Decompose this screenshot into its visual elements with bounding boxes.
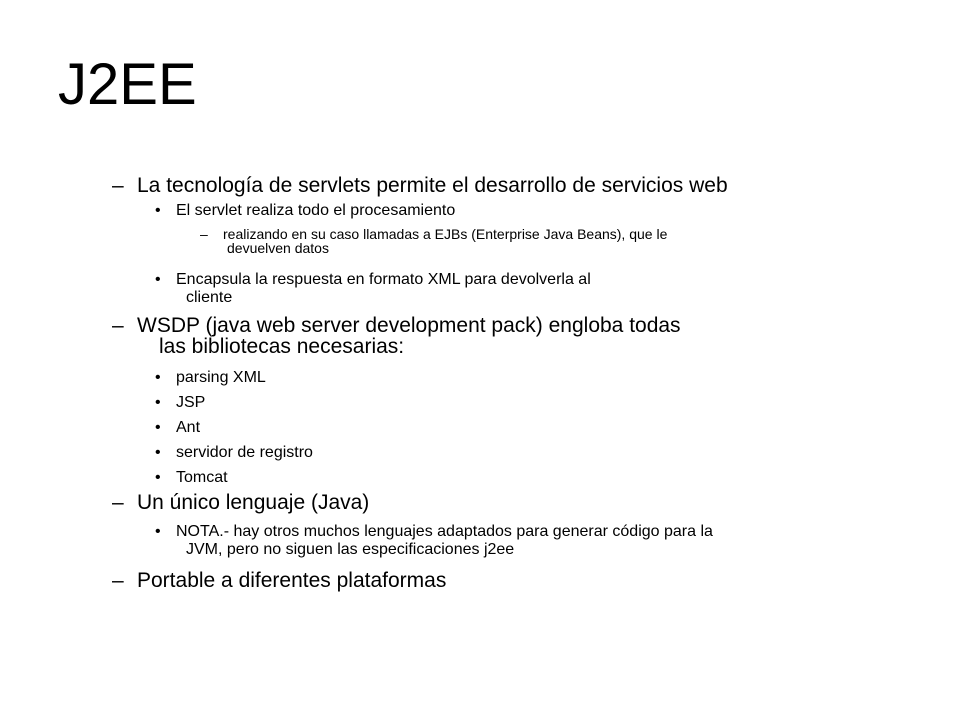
bullet-servlets-web-services xyxy=(112,174,728,197)
bullet-text: Encapsula la respuesta en formato XML para devolverla al xyxy=(176,271,591,288)
bullet-dot-marker: • xyxy=(155,202,161,219)
bullet-text: WSDP (java web server development pack) engloba todas xyxy=(137,314,681,337)
bullet-text: JSP xyxy=(176,394,206,411)
bullet-text: servidor de registro xyxy=(176,444,313,461)
bullet-text: parsing XML xyxy=(176,369,266,386)
bullet-text-continuation: devuelven datos xyxy=(227,240,329,256)
bullet-jsp xyxy=(155,394,206,412)
bullet-text-continuation: JVM, pero no siguen las especificaciones j2ee xyxy=(186,541,515,558)
bullet-dot-marker: • xyxy=(155,271,161,288)
bullet-text: NOTA.- hay otros muchos lenguajes adaptados para generar código para la xyxy=(176,523,713,540)
bullet-dot-marker: • xyxy=(155,369,161,386)
bullet-text: El servlet realiza todo el procesamiento xyxy=(176,202,456,219)
bullet-tomcat xyxy=(155,469,228,487)
bullet-text: Un único lenguaje (Java) xyxy=(137,491,370,514)
slide-title: J2EE xyxy=(58,52,197,117)
bullet-portable xyxy=(112,569,447,592)
bullet-ejb-calls xyxy=(200,226,668,256)
dash-marker: – xyxy=(200,226,208,242)
dash-marker: – xyxy=(112,491,124,514)
bullet-text: Tomcat xyxy=(176,469,228,486)
bullet-xml-response xyxy=(155,271,591,307)
bullet-nota-jvm xyxy=(155,523,713,559)
bullet-text: Ant xyxy=(176,419,201,436)
bullet-text: Portable a diferentes plataformas xyxy=(137,569,447,592)
bullet-dot-marker: • xyxy=(155,444,161,461)
bullet-text: La tecnología de servlets permite el desarrollo de servicios web xyxy=(137,174,728,197)
bullet-text-continuation: las bibliotecas necesarias: xyxy=(159,335,405,358)
bullet-dot-marker: • xyxy=(155,394,161,411)
bullet-text-continuation: cliente xyxy=(186,289,233,306)
bullet-parsing-xml xyxy=(155,369,266,387)
bullet-dot-marker: • xyxy=(155,419,161,436)
dash-marker: – xyxy=(112,569,124,592)
bullet-wsdp xyxy=(112,314,681,358)
bullet-text: realizando en su caso llamadas a EJBs (Enterprise Java Beans), que le xyxy=(223,226,668,242)
bullet-servlet-processing xyxy=(155,202,456,220)
bullet-registry-server xyxy=(155,444,313,462)
bullet-single-language xyxy=(112,491,370,514)
dash-marker: – xyxy=(112,314,124,337)
dash-marker: – xyxy=(112,174,124,197)
bullet-dot-marker: • xyxy=(155,523,161,540)
bullet-ant xyxy=(155,419,201,437)
bullet-dot-marker: • xyxy=(155,469,161,486)
